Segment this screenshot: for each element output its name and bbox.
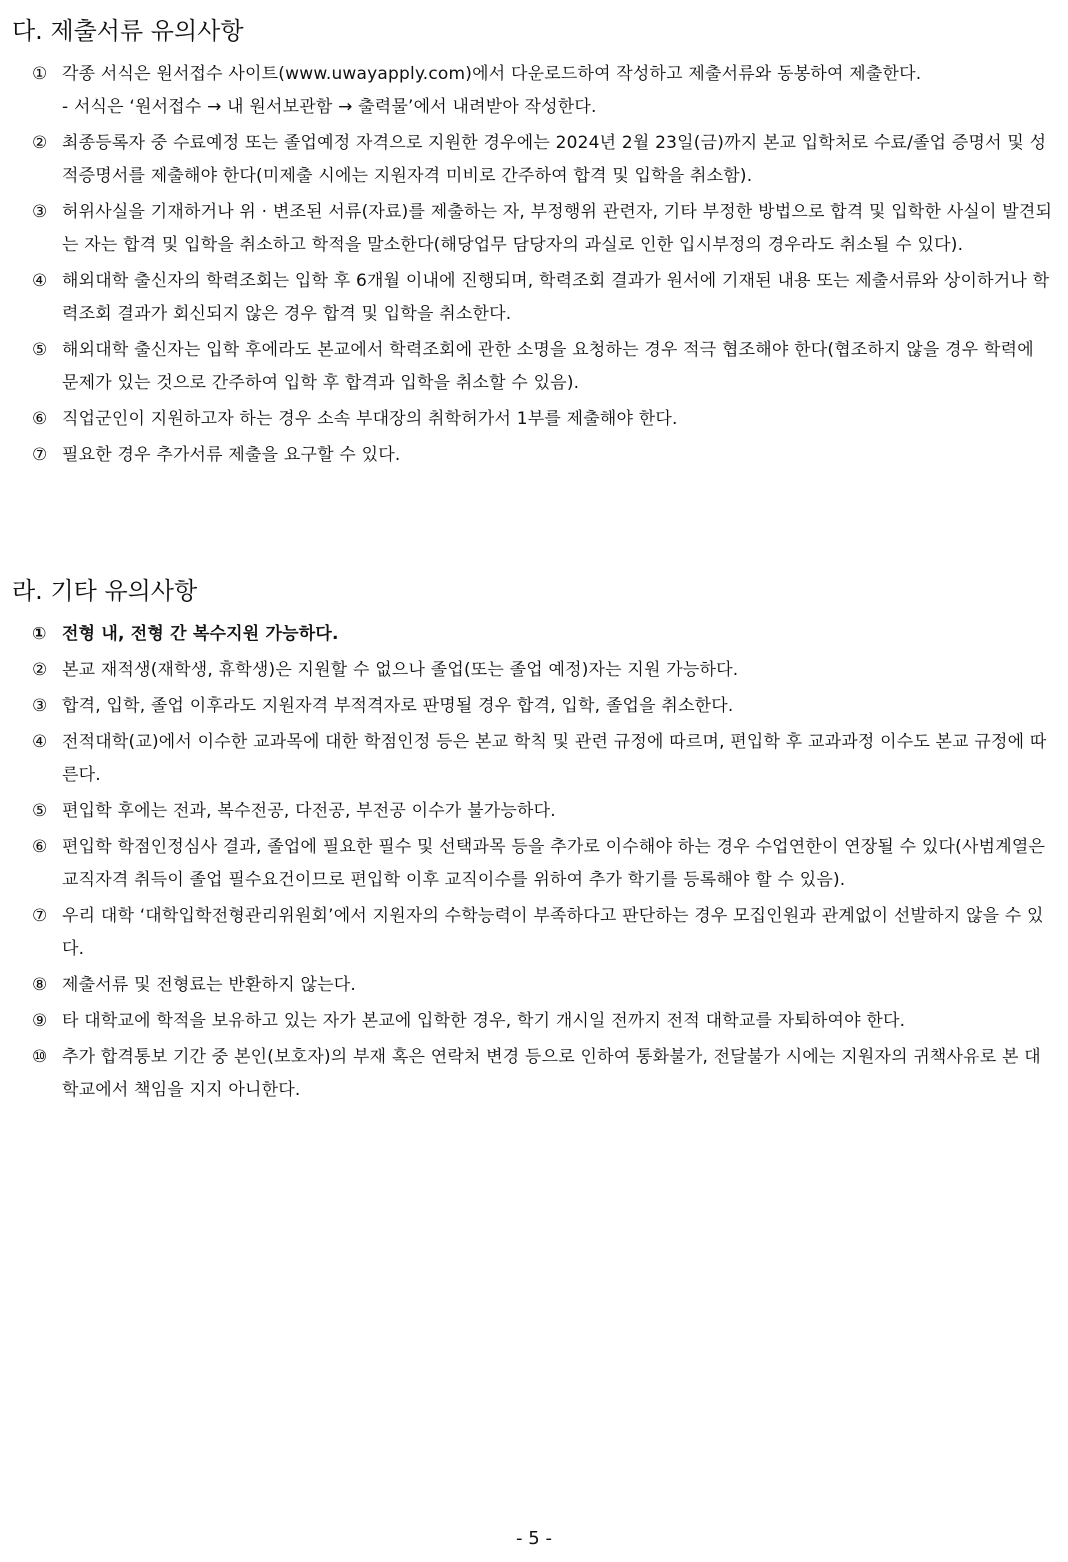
item-text: 해외대학 출신자는 입학 후에라도 본교에서 학력조회에 관한 소명을 요청하는 경우 적극 협조해야 한다(협조하지 않을 경우 학력에 문제가 있는 것으로 간주하여 입학 후 합격과 입학을 취소할 수 있음). (62, 340, 1034, 393)
list-item (12, 334, 1056, 400)
list-item (12, 726, 1056, 792)
list-item (12, 690, 1056, 723)
item-number: ⑨ (32, 1011, 48, 1031)
item-number: ① (32, 624, 47, 644)
item-text: 본교 재적생(재학생, 휴학생)은 지원할 수 없으나 졸업(또는 졸업 예정)자는 지원 가능하다. (62, 660, 739, 680)
list-item (12, 403, 1056, 436)
list-item (12, 900, 1056, 966)
list-item (12, 1005, 1056, 1038)
list-item (12, 969, 1056, 1002)
item-number: ⑤ (32, 340, 48, 360)
item-number: ⑦ (32, 445, 48, 465)
item-text: 편입학 학점인정심사 결과, 졸업에 필요한 필수 및 선택과목 등을 추가로 이수해야 하는 경우 수업연한이 연장될 수 있다(사범계열은 교직자격 취득이 졸업 필수요건이므로 편입학 이후 교직이수를 위하여 추가 학기를 등록해야 할 수 있음). (62, 837, 1046, 890)
list-item (12, 831, 1056, 897)
item-number: ④ (32, 271, 48, 291)
list-item (12, 1041, 1056, 1107)
item-number: ③ (32, 202, 48, 222)
item-text: 전형 내, 전형 간 복수지원 가능하다. (62, 624, 339, 644)
item-text: 직업군인이 지원하고자 하는 경우 소속 부대장의 취학허가서 1부를 제출해야 한다. (62, 409, 678, 429)
item-text: 필요한 경우 추가서류 제출을 요구할 수 있다. (62, 445, 401, 465)
item-text: 우리 대학 ‘대학입학전형관리위원회’에서 지원자의 수학능력이 부족하다고 판단하는 경우 모집인원과 관계없이 선발하지 않을 수 있다. (62, 906, 1044, 959)
item-text: 최종등록자 중 수료예정 또는 졸업예정 자격으로 지원한 경우에는 2024년 2월 23일(금)까지 본교 입학처로 수료/졸업 증명서 및 성적증명서를 제출해야 한다(미제출 시에는 지원자격 미비로 간주하여 합격 및 입학을 취소함). (62, 133, 1047, 186)
item-subnote: - 서식은 ‘원서접수 → 내 원서보관함 → 출력물’에서 내려받아 작성한다. (62, 97, 597, 117)
section-heading: 다. 제출서류 유의사항 (12, 17, 244, 45)
item-number: ④ (32, 732, 48, 752)
section-other-notes (12, 574, 1056, 1110)
item-text: 전적대학(교)에서 이수한 교과목에 대한 학점인정 등은 본교 학칙 및 관련 규정에 따르며, 편입학 후 교과과정 이수도 본교 규정에 따른다. (62, 732, 1047, 785)
item-text: 각종 서식은 원서접수 사이트(www.uwayapply.com)에서 다운로드하여 작성하고 제출서류와 동봉하여 제출한다. (62, 64, 922, 84)
item-number: ⑧ (32, 975, 48, 995)
list-item (12, 654, 1056, 687)
item-number: ⑥ (32, 409, 48, 429)
section-submission-notes (12, 14, 1056, 475)
item-text: 편입학 후에는 전과, 복수전공, 다전공, 부전공 이수가 불가능하다. (62, 801, 556, 821)
page-number: - 5 - (516, 1528, 552, 1549)
item-text: 추가 합격통보 기간 중 본인(보호자)의 부재 혹은 연락처 변경 등으로 인하여 통화불가, 전달불가 시에는 지원자의 귀책사유로 본 대학교에서 책임을 지지 아니한다. (62, 1047, 1041, 1100)
item-number: ① (32, 64, 48, 84)
item-number: ⑤ (32, 801, 48, 821)
item-number: ⑥ (32, 837, 48, 857)
item-text: 허위사실을 기재하거나 위 · 변조된 서류(자료)를 제출하는 자, 부정행위 관련자, 기타 부정한 방법으로 합격 및 입학한 사실이 발견되는 자는 합격 및 입학을 취소하고 학적을 말소한다(해당업무 담당자의 과실로 인한 입시부정의 경우라도 취소될 수 있다). (62, 202, 1053, 255)
section-heading: 라. 기타 유의사항 (12, 577, 198, 605)
item-text: 합격, 입학, 졸업 이후라도 지원자격 부적격자로 판명될 경우 합격, 입학, 졸업을 취소한다. (62, 696, 734, 716)
notes-list (12, 618, 1056, 1107)
item-number: ⑩ (32, 1047, 48, 1067)
item-text: 제출서류 및 전형료는 반환하지 않는다. (62, 975, 356, 995)
list-item (12, 795, 1056, 828)
item-text: 타 대학교에 학적을 보유하고 있는 자가 본교에 입학한 경우, 학기 개시일 전까지 전적 대학교를 자퇴하여야 한다. (62, 1011, 906, 1031)
list-item (12, 58, 1056, 124)
item-number: ② (32, 133, 48, 153)
item-number: ⑦ (32, 906, 48, 926)
item-number: ② (32, 660, 48, 680)
item-text: 해외대학 출신자의 학력조회는 입학 후 6개월 이내에 진행되며, 학력조회 결과가 원서에 기재된 내용 또는 제출서류와 상이하거나 학력조회 결과가 회신되지 않은 경우 합격 및 입학을 취소한다. (62, 271, 1050, 324)
list-item (12, 196, 1056, 262)
list-item (12, 127, 1056, 193)
notes-list (12, 58, 1056, 472)
list-item (12, 618, 1056, 651)
item-number: ③ (32, 696, 48, 716)
list-item (12, 439, 1056, 472)
list-item (12, 265, 1056, 331)
